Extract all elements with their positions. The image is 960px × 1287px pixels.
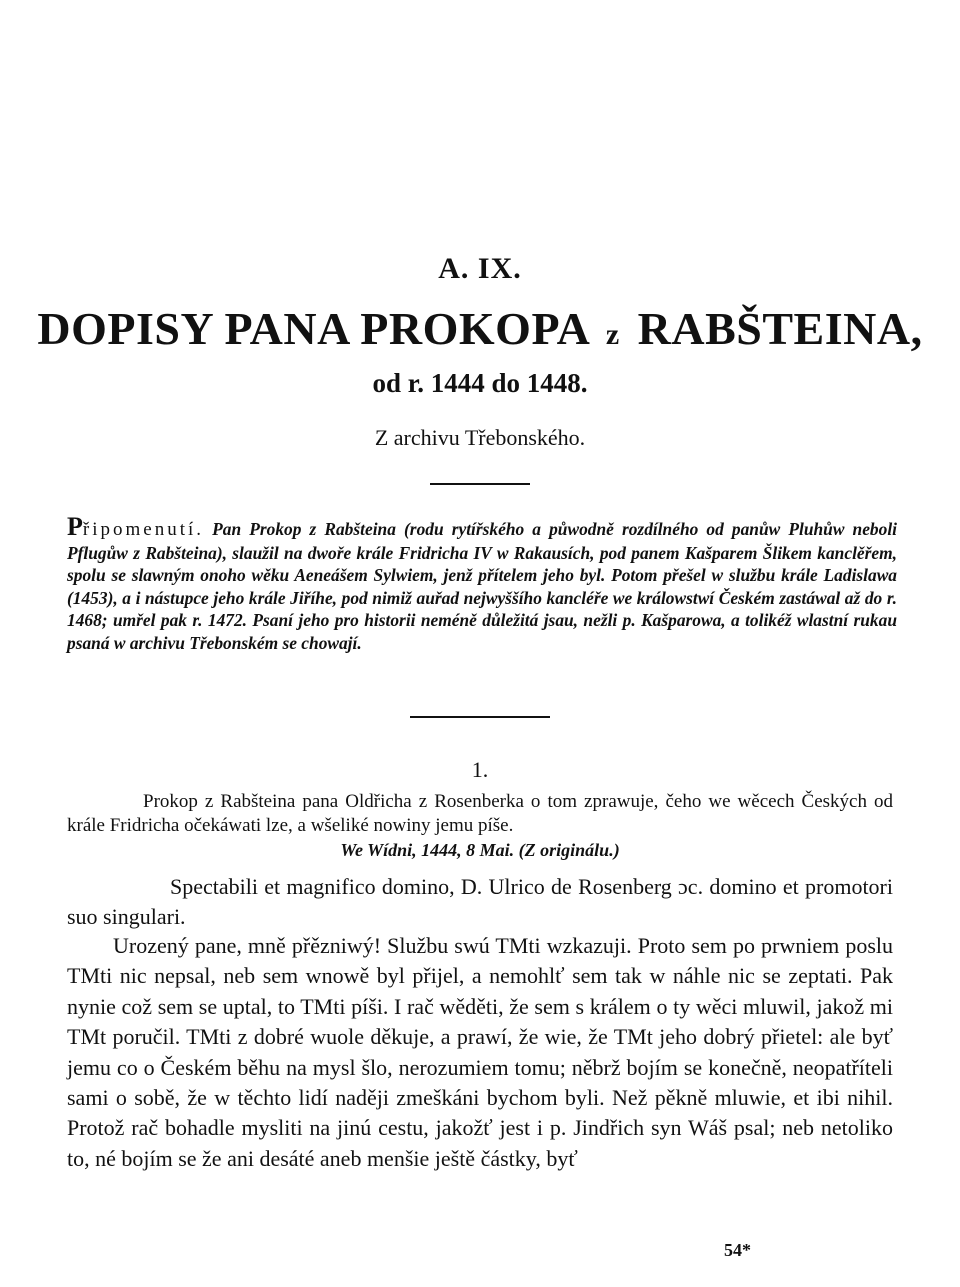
- letter-body: Urozený pane, mně přězniwý! Službu swú TMti wzkazuji. Proto sem po prwniem poslu TMti nic nepsal, neb sem wnowě byl přijel, a nemohlť sem tak w náhle nic se zeptati. Pak nynie což sem se uptal, to TMti píši. I rač wěděti, že sem s králem o ty wěci mluwil, jakož mi TMt poručil. TMti z dobré wuole děkuje, a prawí, že wie, že TMt jeho dobrý přietel: ale byť jemu co o Českém běhu na mysl šlo, nerozumiem tomu; něbrž bojím se konečně, neopatříteli sami o sobě, že w těchto lidí naději zmeškáni bychom byli. Než pěkně mluwie, et ibi nihil. Protož rač bohadle mysliti na jinú cestu, jakožť jest i p. Jindřich syn Wáš psal; neb netoliko to, né bojím se že ani desáté aneb menšie ještě částky, byť: [67, 933, 893, 1171]
- archive-source: Z archivu Třebonského.: [374, 425, 586, 450]
- divider-rule: [410, 716, 550, 718]
- letter-dateline: We Wídni, 1444, 8 Mai. (Z originálu.): [340, 840, 620, 860]
- main-title-part1: DOPISY PANA PROKOPA: [37, 303, 588, 354]
- note-lead-rest: řipomenutí.: [82, 519, 205, 540]
- section-number: A. IX.: [438, 252, 522, 285]
- letter-address: Spectabili et magnifico domino, D. Ulrico de Rosenberg ɔc. domino et promotori suo singulari.: [67, 874, 893, 929]
- note-lead-initial: P: [67, 512, 83, 541]
- note-text: Pan Prokop z Rabšteina (rodu rytířského a půwodně rozdílného od panůw Pluhůw neboli Pflugůw z Rabšteina), slaužil na dwoře krále Fridricha IV w Rakausích, pod panem Kašparem Šlikem kanclěřem, spolu se slawným onoho wěku Aeneášem Sylwiem, jenž přítelem jeho byl. Potom přešel w službu krále Ladislawa (1453), a i nástupce jeho krále Jiříhe, pod nimiž auřad nejwyššího kancléře we králowstwí Českém zastáwal až do r. 1468; umřel pak r. 1472. Psaní jeho pro historii neméně důležitá jsau, nežli p. Kašparowa, a tolikéž wlastní rukau psaná w archivu Třebonském se chowají.: [67, 519, 897, 653]
- editorial-note: [67, 512, 897, 655]
- page-signature: 54*: [724, 1240, 751, 1260]
- date-range: od r. 1444 do 1448.: [372, 368, 588, 398]
- main-title: [0, 302, 960, 355]
- divider-rule: [430, 483, 530, 485]
- main-title-part2: RABŠTEINA,: [637, 303, 923, 354]
- letter-number: 1.: [471, 757, 489, 782]
- main-title-z: z: [605, 318, 620, 351]
- note-lead: [67, 512, 205, 541]
- letter-regest: Prokop z Rabšteina pana Oldřicha z Rosenberka o tom zprawuje, čeho we wěcech Českých od krále Fridricha očekáwati lze, a wšeliké nowiny jemu píše.: [67, 791, 893, 836]
